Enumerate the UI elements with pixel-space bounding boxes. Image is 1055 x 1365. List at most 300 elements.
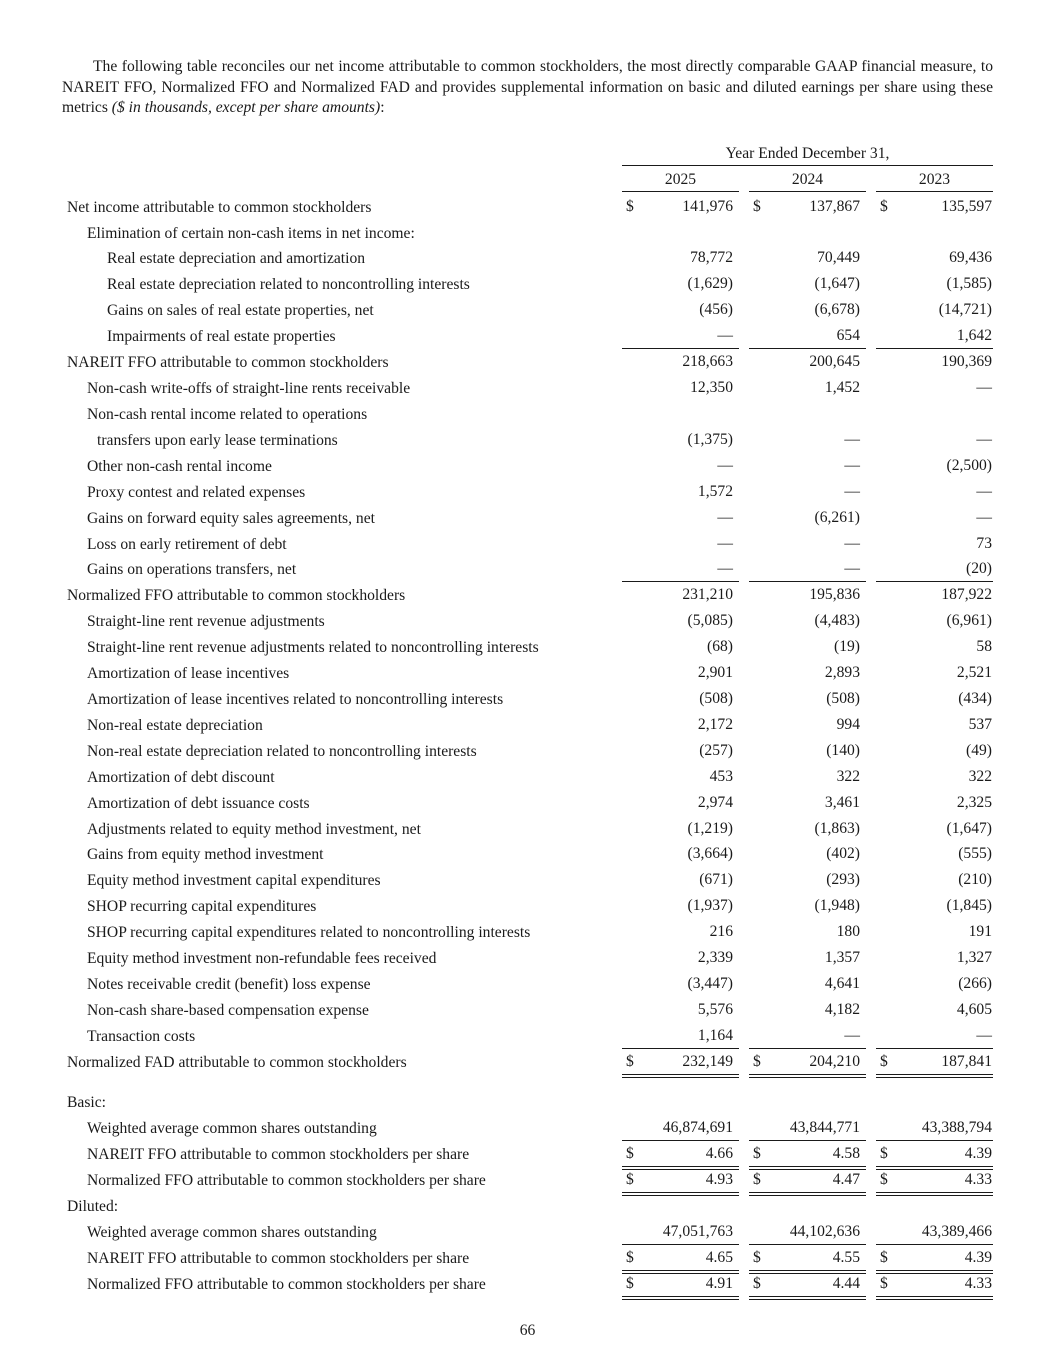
value-cell-2025 bbox=[622, 350, 739, 374]
value-cell-2025 bbox=[622, 557, 739, 582]
row-label: NAREIT FFO attributable to common stockholders per share bbox=[87, 1250, 470, 1267]
value-cell-2024 bbox=[749, 350, 866, 374]
value-cell-2024 bbox=[749, 791, 866, 815]
table-row bbox=[0, 376, 1055, 402]
value-cell-2023 bbox=[876, 635, 993, 659]
value-number: 1,572 bbox=[697, 483, 733, 500]
row-label: Transaction costs bbox=[87, 1028, 196, 1045]
row-label: Equity method investment capital expenditures bbox=[87, 872, 381, 889]
row-label: Equity method investment non-refundable fees received bbox=[87, 950, 437, 967]
value-number: (6,678) bbox=[814, 301, 860, 318]
value-number: (6,261) bbox=[814, 509, 860, 526]
table-row bbox=[0, 506, 1055, 532]
value-cell-2025 bbox=[622, 894, 739, 918]
value-cell-2024 bbox=[749, 1246, 866, 1274]
value-cell-2024 bbox=[749, 998, 866, 1022]
value-number: 70,449 bbox=[817, 249, 860, 266]
value-cell-2023 bbox=[876, 1024, 993, 1049]
value-cell-2023 bbox=[876, 454, 993, 478]
value-number: (456) bbox=[699, 301, 733, 318]
value-cell-2023 bbox=[876, 1116, 993, 1141]
row-label: Notes receivable credit (benefit) loss expense bbox=[87, 976, 371, 993]
value-number: (1,375) bbox=[687, 431, 733, 448]
currency-symbol: $ bbox=[753, 198, 761, 215]
row-label: SHOP recurring capital expenditures bbox=[87, 898, 317, 915]
currency-symbol: $ bbox=[880, 1171, 888, 1188]
value-number: 1,357 bbox=[824, 949, 860, 966]
table-row bbox=[0, 946, 1055, 972]
value-number: (434) bbox=[958, 690, 992, 707]
table-row bbox=[0, 609, 1055, 635]
value-number: 69,436 bbox=[949, 249, 992, 266]
value-number: 4,182 bbox=[824, 1001, 860, 1018]
value-cell-2025 bbox=[622, 713, 739, 737]
value-number: 191 bbox=[968, 923, 992, 940]
value-cell-2023 bbox=[876, 661, 993, 685]
currency-symbol: $ bbox=[753, 1249, 761, 1266]
value-number: — bbox=[844, 1027, 860, 1044]
value-cell-2025 bbox=[622, 765, 739, 789]
row-label: Diluted: bbox=[67, 1198, 119, 1215]
currency-symbol: $ bbox=[880, 1053, 888, 1070]
row-label: Adjustments related to equity method investment, net bbox=[87, 821, 421, 838]
value-cell-2023 bbox=[876, 739, 993, 763]
value-cell-2025 bbox=[622, 195, 739, 219]
value-cell-2024 bbox=[749, 532, 866, 556]
value-number: — bbox=[976, 509, 992, 526]
value-cell-2024 bbox=[749, 428, 866, 452]
value-number: 3,461 bbox=[824, 794, 860, 811]
value-number: (19) bbox=[834, 638, 860, 655]
value-number: 2,325 bbox=[956, 794, 992, 811]
value-cell-2025 bbox=[622, 635, 739, 659]
value-cell-2023 bbox=[876, 765, 993, 789]
value-number: 73 bbox=[976, 535, 992, 552]
value-cell-2024 bbox=[749, 1024, 866, 1049]
value-number: 195,836 bbox=[809, 586, 860, 603]
value-cell-2024 bbox=[749, 687, 866, 711]
value-number: (68) bbox=[707, 638, 733, 655]
value-cell-2023 bbox=[876, 1246, 993, 1274]
row-label: Other non-cash rental income bbox=[87, 458, 272, 475]
value-number: (1,629) bbox=[687, 275, 733, 292]
row-label: Net income attributable to common stockholders bbox=[67, 199, 372, 216]
value-cell-2025 bbox=[622, 687, 739, 711]
value-number: 4.33 bbox=[964, 1171, 992, 1188]
row-label: Real estate depreciation related to noncontrolling interests bbox=[107, 276, 470, 293]
value-number: 43,389,466 bbox=[921, 1223, 992, 1240]
value-number: 322 bbox=[968, 768, 992, 785]
value-cell-2024 bbox=[749, 376, 866, 400]
value-cell-2024 bbox=[749, 454, 866, 478]
table-row bbox=[0, 998, 1055, 1024]
table-row bbox=[0, 791, 1055, 817]
value-number: — bbox=[976, 1027, 992, 1044]
value-cell-2025 bbox=[622, 868, 739, 892]
value-number: 2,521 bbox=[956, 664, 992, 681]
value-cell-2023 bbox=[876, 1050, 993, 1078]
value-number: 1,164 bbox=[697, 1027, 733, 1044]
row-label: Basic: bbox=[67, 1094, 106, 1111]
table-row bbox=[0, 1246, 1055, 1272]
value-number: — bbox=[976, 431, 992, 448]
value-number: (1,937) bbox=[687, 897, 733, 914]
row-label: NAREIT FFO attributable to common stockholders bbox=[67, 354, 389, 371]
value-number: (6,961) bbox=[946, 612, 992, 629]
value-cell-2023 bbox=[876, 246, 993, 270]
table-row bbox=[0, 298, 1055, 324]
value-cell-2025 bbox=[622, 1220, 739, 1245]
value-cell-2023 bbox=[876, 817, 993, 841]
value-cell-2023 bbox=[876, 713, 993, 737]
value-cell-2025 bbox=[622, 946, 739, 970]
row-label: Gains on operations transfers, net bbox=[87, 561, 297, 578]
value-number: (1,948) bbox=[814, 897, 860, 914]
table-row bbox=[0, 1168, 1055, 1194]
value-number: (266) bbox=[958, 975, 992, 992]
value-cell-2023 bbox=[876, 532, 993, 556]
table-row bbox=[0, 1220, 1055, 1246]
table-row bbox=[0, 972, 1055, 998]
value-cell-2024 bbox=[749, 920, 866, 944]
value-cell-2025 bbox=[622, 532, 739, 556]
value-cell-2023 bbox=[876, 583, 993, 607]
value-number: 137,867 bbox=[809, 198, 860, 215]
value-number: (49) bbox=[966, 742, 992, 759]
value-number: 2,974 bbox=[697, 794, 733, 811]
table-row bbox=[0, 350, 1055, 376]
currency-symbol: $ bbox=[753, 1053, 761, 1070]
row-label: Normalized FAD attributable to common stockholders bbox=[67, 1054, 407, 1071]
currency-symbol: $ bbox=[626, 1145, 634, 1162]
table-row bbox=[0, 687, 1055, 713]
row-label: Normalized FFO attributable to common stockholders per share bbox=[87, 1172, 486, 1189]
value-cell-2025 bbox=[622, 1246, 739, 1274]
value-number: 2,901 bbox=[697, 664, 733, 681]
value-number: 46,874,691 bbox=[662, 1119, 733, 1136]
table-row bbox=[0, 454, 1055, 480]
value-number: 654 bbox=[836, 327, 860, 344]
table-row bbox=[0, 739, 1055, 765]
table-row bbox=[0, 868, 1055, 894]
row-label: transfers upon early lease terminations bbox=[97, 432, 338, 449]
value-cell-2025 bbox=[622, 272, 739, 296]
value-cell-2023 bbox=[876, 998, 993, 1022]
value-cell-2024 bbox=[749, 739, 866, 763]
intro-paragraph bbox=[62, 57, 993, 119]
row-label: Impairments of real estate properties bbox=[107, 328, 336, 345]
value-cell-2024 bbox=[749, 480, 866, 504]
value-number: 2,339 bbox=[697, 949, 733, 966]
value-cell-2025 bbox=[622, 1050, 739, 1078]
row-label: Loss on early retirement of debt bbox=[87, 536, 287, 553]
value-number: 187,841 bbox=[941, 1053, 992, 1070]
value-number: 204,210 bbox=[809, 1053, 860, 1070]
value-number: 78,772 bbox=[690, 249, 733, 266]
value-cell-2025 bbox=[622, 324, 739, 349]
value-cell-2023 bbox=[876, 272, 993, 296]
row-label: Weighted average common shares outstanding bbox=[87, 1120, 377, 1137]
value-cell-2025 bbox=[622, 842, 739, 866]
table-row bbox=[0, 221, 1055, 247]
row-label: Non-real estate depreciation bbox=[87, 717, 263, 734]
value-cell-2025 bbox=[622, 428, 739, 452]
value-number: 180 bbox=[836, 923, 860, 940]
value-cell-2023 bbox=[876, 480, 993, 504]
value-number: (5,085) bbox=[687, 612, 733, 629]
value-number: 994 bbox=[836, 716, 860, 733]
table-row bbox=[0, 532, 1055, 558]
table-row bbox=[0, 246, 1055, 272]
value-number: — bbox=[976, 483, 992, 500]
value-number: 2,172 bbox=[697, 716, 733, 733]
row-label: Gains from equity method investment bbox=[87, 846, 324, 863]
value-number: 12,350 bbox=[690, 379, 733, 396]
value-cell-2024 bbox=[749, 972, 866, 996]
value-cell-2023 bbox=[876, 687, 993, 711]
value-cell-2025 bbox=[622, 1168, 739, 1196]
value-number: 537 bbox=[968, 716, 992, 733]
value-number: 200,645 bbox=[809, 353, 860, 370]
value-number: 47,051,763 bbox=[662, 1223, 733, 1240]
value-cell-2025 bbox=[622, 480, 739, 504]
currency-symbol: $ bbox=[753, 1145, 761, 1162]
value-number: (293) bbox=[826, 871, 860, 888]
value-cell-2024 bbox=[749, 557, 866, 582]
table-row bbox=[0, 1090, 1055, 1116]
value-number: 58 bbox=[976, 638, 992, 655]
row-label: Proxy contest and related expenses bbox=[87, 484, 306, 501]
value-number: (140) bbox=[826, 742, 860, 759]
value-number: 4.33 bbox=[964, 1275, 992, 1292]
value-number: (508) bbox=[826, 690, 860, 707]
value-cell-2023 bbox=[876, 1272, 993, 1300]
table-row bbox=[0, 765, 1055, 791]
value-cell-2024 bbox=[749, 324, 866, 349]
value-number: (2,500) bbox=[946, 457, 992, 474]
value-cell-2025 bbox=[622, 972, 739, 996]
row-label: Gains on forward equity sales agreements, net bbox=[87, 510, 375, 527]
table-row bbox=[0, 635, 1055, 661]
year-header-2024: 2024 bbox=[749, 169, 866, 192]
currency-symbol: $ bbox=[626, 198, 634, 215]
value-cell-2023 bbox=[876, 920, 993, 944]
table-row bbox=[0, 894, 1055, 920]
value-number: (1,585) bbox=[946, 275, 992, 292]
year-header-2023: 2023 bbox=[876, 169, 993, 192]
value-cell-2025 bbox=[622, 298, 739, 322]
value-cell-2024 bbox=[749, 1168, 866, 1196]
value-cell-2025 bbox=[622, 1272, 739, 1300]
row-label: Straight-line rent revenue adjustments related to noncontrolling interests bbox=[87, 639, 539, 656]
value-number: (210) bbox=[958, 871, 992, 888]
value-number: 232,149 bbox=[682, 1053, 733, 1070]
table-row bbox=[0, 817, 1055, 843]
row-label: Non-cash write-offs of straight-line rents receivable bbox=[87, 380, 411, 397]
table-row bbox=[0, 920, 1055, 946]
value-cell-2023 bbox=[876, 350, 993, 374]
value-cell-2024 bbox=[749, 946, 866, 970]
value-number: 190,369 bbox=[941, 353, 992, 370]
row-label: Non-cash rental income related to operations bbox=[87, 406, 368, 423]
value-number: — bbox=[844, 457, 860, 474]
period-header: Year Ended December 31, bbox=[622, 143, 993, 166]
row-label: Non-real estate depreciation related to noncontrolling interests bbox=[87, 743, 477, 760]
value-cell-2024 bbox=[749, 817, 866, 841]
value-number: (1,647) bbox=[946, 820, 992, 837]
value-cell-2023 bbox=[876, 1168, 993, 1196]
value-number: — bbox=[717, 560, 733, 577]
value-cell-2024 bbox=[749, 1272, 866, 1300]
table-row bbox=[0, 1050, 1055, 1076]
table-row bbox=[0, 402, 1055, 428]
value-number: (402) bbox=[826, 845, 860, 862]
value-number: 43,388,794 bbox=[921, 1119, 992, 1136]
value-number: 4.93 bbox=[705, 1171, 733, 1188]
value-cell-2024 bbox=[749, 868, 866, 892]
year-header-2025: 2025 bbox=[622, 169, 739, 192]
value-number: — bbox=[844, 560, 860, 577]
value-cell-2025 bbox=[622, 791, 739, 815]
intro-tail: : bbox=[380, 99, 385, 116]
value-cell-2025 bbox=[622, 920, 739, 944]
value-number: (14,721) bbox=[938, 301, 992, 318]
value-cell-2025 bbox=[622, 1142, 739, 1170]
value-cell-2024 bbox=[749, 635, 866, 659]
value-cell-2023 bbox=[876, 195, 993, 219]
value-number: (1,845) bbox=[946, 897, 992, 914]
currency-symbol: $ bbox=[880, 198, 888, 215]
row-label: SHOP recurring capital expenditures related to noncontrolling interests bbox=[87, 924, 531, 941]
value-number: — bbox=[844, 535, 860, 552]
value-number: — bbox=[844, 483, 860, 500]
value-number: — bbox=[717, 509, 733, 526]
table-row bbox=[0, 661, 1055, 687]
row-label: Non-cash share-based compensation expense bbox=[87, 1002, 369, 1019]
value-cell-2024 bbox=[749, 842, 866, 866]
value-number: 4.39 bbox=[964, 1145, 992, 1162]
value-number: (555) bbox=[958, 845, 992, 862]
table-row bbox=[0, 713, 1055, 739]
row-label: Amortization of debt discount bbox=[87, 769, 275, 786]
value-cell-2025 bbox=[622, 1024, 739, 1049]
table-row bbox=[0, 842, 1055, 868]
row-label: Weighted average common shares outstanding bbox=[87, 1224, 377, 1241]
value-cell-2023 bbox=[876, 972, 993, 996]
value-number: — bbox=[976, 379, 992, 396]
value-cell-2025 bbox=[622, 583, 739, 607]
table-row bbox=[0, 195, 1055, 221]
value-number: 43,844,771 bbox=[789, 1119, 860, 1136]
value-number: (508) bbox=[699, 690, 733, 707]
value-number: 4.65 bbox=[705, 1249, 733, 1266]
value-number: (1,647) bbox=[814, 275, 860, 292]
value-number: — bbox=[717, 535, 733, 552]
value-cell-2025 bbox=[622, 454, 739, 478]
value-cell-2025 bbox=[622, 998, 739, 1022]
value-number: (1,219) bbox=[687, 820, 733, 837]
value-number: 231,210 bbox=[682, 586, 733, 603]
value-cell-2023 bbox=[876, 1142, 993, 1170]
value-number: 2,893 bbox=[824, 664, 860, 681]
value-number: (20) bbox=[966, 560, 992, 577]
value-number: — bbox=[844, 431, 860, 448]
value-number: 4.55 bbox=[832, 1249, 860, 1266]
value-number: 218,663 bbox=[682, 353, 733, 370]
row-label: Normalized FFO attributable to common stockholders bbox=[67, 587, 406, 604]
value-cell-2023 bbox=[876, 894, 993, 918]
value-number: 44,102,636 bbox=[789, 1223, 860, 1240]
value-number: 141,976 bbox=[682, 198, 733, 215]
value-number: 1,642 bbox=[956, 327, 992, 344]
value-cell-2024 bbox=[749, 298, 866, 322]
value-cell-2025 bbox=[622, 246, 739, 270]
value-cell-2025 bbox=[622, 817, 739, 841]
row-label: Amortization of debt issuance costs bbox=[87, 795, 310, 812]
value-cell-2024 bbox=[749, 246, 866, 270]
value-cell-2023 bbox=[876, 946, 993, 970]
currency-symbol: $ bbox=[753, 1275, 761, 1292]
value-cell-2024 bbox=[749, 272, 866, 296]
value-number: 216 bbox=[709, 923, 733, 940]
table-row bbox=[0, 557, 1055, 583]
row-label: Amortization of lease incentives bbox=[87, 665, 290, 682]
value-cell-2025 bbox=[622, 506, 739, 530]
value-cell-2024 bbox=[749, 1116, 866, 1141]
value-cell-2023 bbox=[876, 557, 993, 582]
value-cell-2024 bbox=[749, 1142, 866, 1170]
table-row bbox=[0, 1194, 1055, 1220]
value-number: (4,483) bbox=[814, 612, 860, 629]
value-number: (257) bbox=[699, 742, 733, 759]
value-cell-2024 bbox=[749, 506, 866, 530]
table-row bbox=[0, 583, 1055, 609]
currency-symbol: $ bbox=[753, 1171, 761, 1188]
value-cell-2025 bbox=[622, 376, 739, 400]
value-number: (1,863) bbox=[814, 820, 860, 837]
row-label: Real estate depreciation and amortization bbox=[107, 250, 366, 267]
table-row bbox=[0, 480, 1055, 506]
value-number: 4.44 bbox=[832, 1275, 860, 1292]
value-number: 4.66 bbox=[705, 1145, 733, 1162]
value-number: 1,452 bbox=[824, 379, 860, 396]
value-cell-2023 bbox=[876, 428, 993, 452]
currency-symbol: $ bbox=[880, 1275, 888, 1292]
value-cell-2024 bbox=[749, 894, 866, 918]
value-cell-2024 bbox=[749, 661, 866, 685]
value-number: — bbox=[717, 327, 733, 344]
value-number: 4.58 bbox=[832, 1145, 860, 1162]
value-cell-2025 bbox=[622, 739, 739, 763]
row-label: Straight-line rent revenue adjustments bbox=[87, 613, 325, 630]
value-cell-2023 bbox=[876, 324, 993, 349]
value-cell-2023 bbox=[876, 506, 993, 530]
value-number: 453 bbox=[709, 768, 733, 785]
row-label: Elimination of certain non-cash items in net income: bbox=[87, 225, 415, 242]
table-row bbox=[0, 1116, 1055, 1142]
value-cell-2024 bbox=[749, 1220, 866, 1245]
value-number: 5,576 bbox=[697, 1001, 733, 1018]
row-label: Amortization of lease incentives related to noncontrolling interests bbox=[87, 691, 504, 708]
value-number: 4.39 bbox=[964, 1249, 992, 1266]
value-number: (3,664) bbox=[687, 845, 733, 862]
value-cell-2024 bbox=[749, 765, 866, 789]
currency-symbol: $ bbox=[880, 1249, 888, 1266]
value-cell-2025 bbox=[622, 1116, 739, 1141]
value-cell-2023 bbox=[876, 842, 993, 866]
row-label: Gains on sales of real estate properties, net bbox=[107, 302, 374, 319]
value-number: 4,605 bbox=[956, 1001, 992, 1018]
